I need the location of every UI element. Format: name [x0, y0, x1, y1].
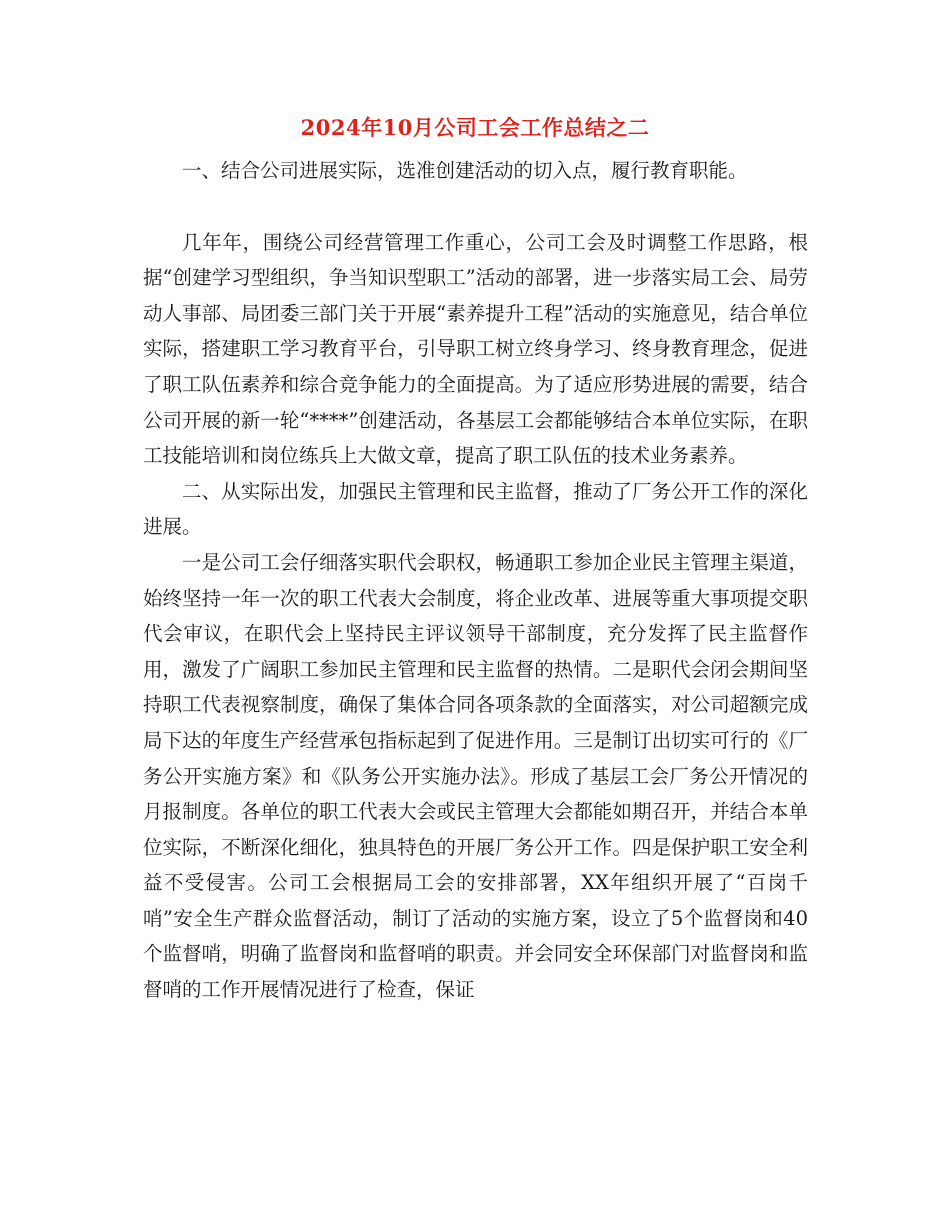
document-body — [143, 153, 808, 1008]
document-title: 2024年10月公司工会工作总结之二 — [300, 115, 650, 140]
section-heading-2: 二、从实际出发，加强民主管理和民主监督，推动了厂务公开工作的深化进展。 — [143, 479, 808, 539]
section-heading-1: 一、结合公司进展实际，选准创建活动的切入点，履行教育职能。 — [182, 159, 748, 182]
paragraph-1: 几年年，围绕公司经营管理工作重心，公司工会及时调整工作思路，根据“创建学习型组织，争当知识型职工”活动的部署，进一步落实局工会、局劳动人事部、局团委三部门关于开展“素养提升工程”活动的实施意见，结合单位实际，搭建职工学习教育平台，引导职工树立终身学习、终身教育理念，促进了职工队伍素养和综合竞争能力的全面提高。为了适应形势进展的需要，结合公司开展的新一轮“****”创建活动，各基层工会都能够结合本单位实际，在职工技能培训和岗位练兵上大做文章，提高了职工队伍的技术业务素养。 — [143, 230, 808, 468]
paragraph-2: 一是公司工会仔细落实职代会职权，畅通职工参加企业民主管理主渠道，始终坚持一年一次的职工代表大会制度，将企业改革、进展等重大事项提交职代会审议，在职代会上坚持民主评议领导干部制度，充分发挥了民主监督作用，激发了广阔职工参加民主管理和民主监督的热情。二是职代会闭会期间坚持职工代表视察制度，确保了集体合同各项条款的全面落实，对公司超额完成局下达的年度生产经营承包指标起到了促进作用。三是制订出切实可行的《厂务公开实施方案》和《队务公开实施办法》。形成了基层工会厂务公开情况的月报制度。各单位的职工代表大会或民主管理大会都能如期召开，并结合本单位实际，不断深化细化，独具特色的开展厂务公开工作。四是保护职工安全利益不受侵害。公司工会根据局工会的安排部署，XX年组织开展了“百岗千哨”安全生产群众监督活动，制订了活动的实施方案，设立了5个监督岗和40个监督哨，明确了监督岗和监督哨的职责。并会同安全环保部门对监督岗和监督哨的工作开展情况进行了检查，保证 — [143, 550, 808, 1002]
